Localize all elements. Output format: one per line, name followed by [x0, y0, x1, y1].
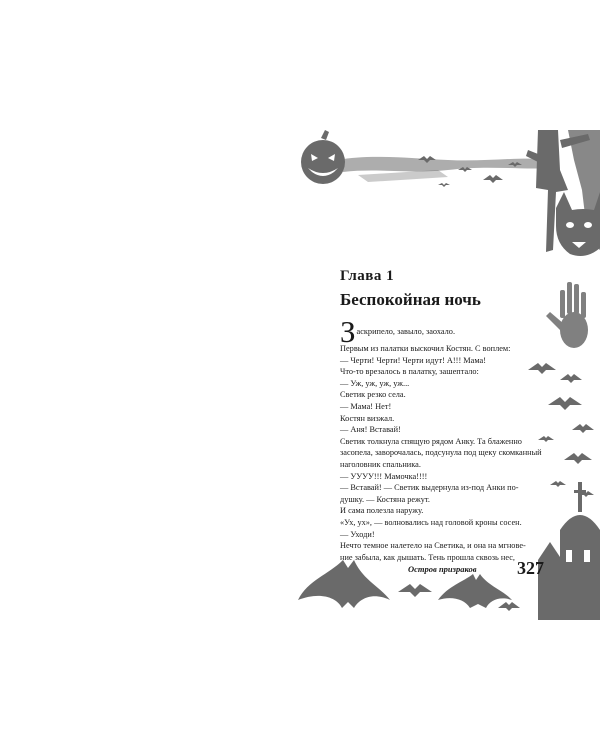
running-title: Остров призраков — [408, 564, 477, 574]
chapter-body — [340, 314, 550, 563]
text-line: — Уходи! — [340, 529, 375, 539]
text-line: душку. — Костяна режут. — [340, 494, 430, 504]
text-line: — Мама! Нет! — [340, 401, 392, 411]
text-line: Светик толкнула спящую рядом Анку. Та блаженно — [340, 436, 522, 446]
page-number: 327 — [517, 558, 544, 578]
text-line: Что-то врезалось в палатку, зашептало: — [340, 367, 479, 377]
text-line: — Вставай! — Светик выдернула из-под Анки по- — [340, 483, 519, 493]
text-line: «Ух, ух», — волновались над головой кроны сосен. — [340, 517, 522, 527]
text-line: наголовник спальника. — [340, 459, 421, 469]
text-line: засопела, заворочалась, подсунула под щеку скомканный — [340, 448, 542, 458]
chapter-label: Глава 1 — [340, 268, 395, 284]
text-line: — Черти! Черти! Черти идут! А!!! Мама! — [340, 355, 486, 365]
text-line: — Уж, уж, уж, уж... — [340, 378, 410, 388]
first-line-text: аскрипело, завыло, заохало. — [356, 327, 456, 336]
pumpkin-icon — [301, 130, 345, 184]
text-line: ние забыла, как дышать. Тень прошла сквозь нес, — [340, 552, 515, 562]
book-page — [298, 130, 600, 620]
text-line: — УУУУ!!! Мамочка!!!! — [340, 471, 428, 481]
drop-cap: З — [340, 314, 356, 349]
chapter-title: Беспокойная ночь — [340, 290, 481, 309]
handprint-icon — [546, 282, 588, 348]
text-line: Нечто темное налетело на Светика, и она на мгнове- — [340, 541, 526, 551]
text-line: Костян визжал. — [340, 413, 395, 423]
text-line: — Аня! Вставай! — [340, 425, 401, 435]
text-line: Первым из палатки выскочил Костян. С воплем: — [340, 344, 511, 353]
text-line: И сама полезла наружу. — [340, 506, 424, 516]
page-footer — [408, 558, 544, 580]
text-line: Светик резко села. — [340, 390, 406, 400]
